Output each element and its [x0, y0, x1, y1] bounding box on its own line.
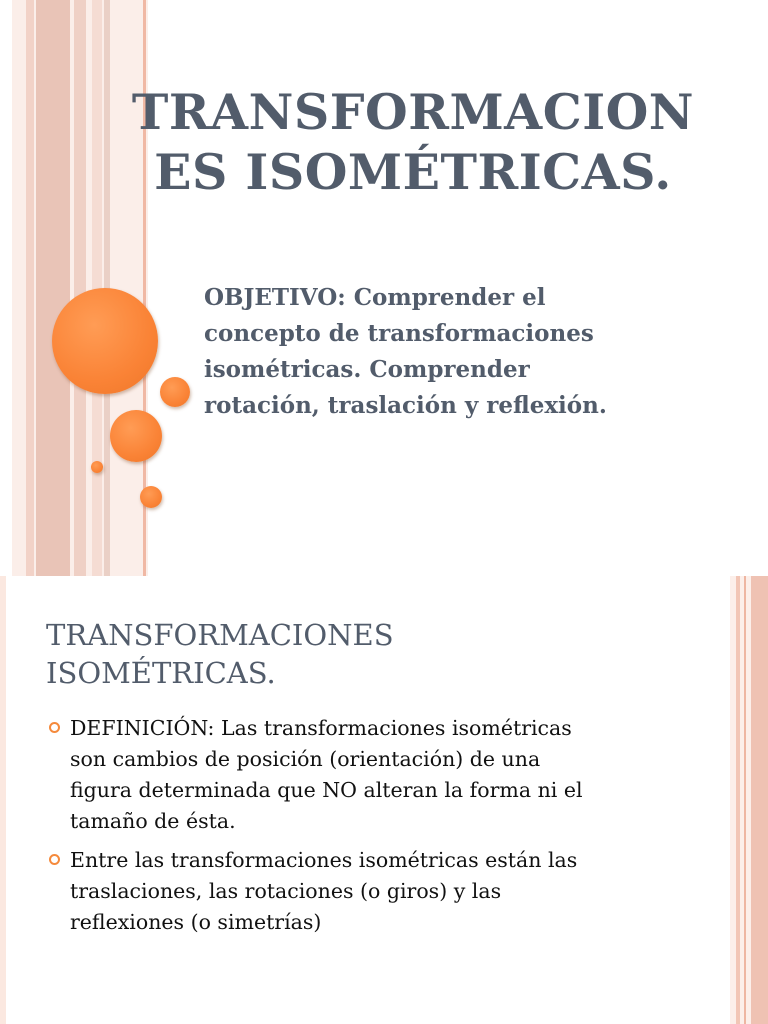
bullet-item-definition	[46, 713, 716, 837]
decorative-circle-medium	[110, 410, 162, 462]
decorative-circle-large	[52, 288, 158, 394]
bullet-line: DEFINICIÓN: Las transformaciones isométricas	[70, 716, 572, 740]
bullet-line: reflexiones (o simetrías)	[70, 910, 322, 934]
bullet-line: Entre las transformaciones isométricas están las	[70, 848, 578, 872]
decorative-stripe	[26, 0, 34, 576]
bullet-line: tamaño de ésta.	[70, 809, 236, 833]
decorative-edge	[0, 576, 6, 1024]
slide-heading	[46, 616, 706, 692]
objective-line: rotación, traslación y reflexión.	[204, 392, 607, 419]
bullet-line: traslaciones, las rotaciones (o giros) y las	[70, 879, 502, 903]
decorative-stripe	[736, 576, 740, 1024]
hollow-circle-bullet-icon	[49, 722, 60, 733]
objective-line: isométricas. Comprender	[204, 356, 530, 383]
objective-line: OBJETIVO: Comprender el	[204, 284, 546, 311]
bullet-item-types	[46, 845, 716, 938]
slide-definition	[0, 576, 768, 1024]
decorative-circle-small	[160, 377, 190, 407]
bullet-line: figura determinada que NO alteran la forma ni el	[70, 778, 583, 802]
objective-text	[204, 280, 744, 424]
objective-line: concepto de transformaciones	[204, 320, 594, 347]
decorative-circle-tiny	[91, 461, 103, 473]
hollow-circle-bullet-icon	[49, 854, 60, 865]
decorative-stripe	[74, 0, 86, 576]
slide-title-heading	[130, 82, 696, 202]
heading-line: ISOMÉTRICAS.	[46, 656, 276, 690]
title-line: TRANSFORMACION	[131, 83, 695, 141]
bullet-line: son cambios de posición (orientación) de una	[70, 747, 541, 771]
bullet-text	[70, 713, 716, 837]
decorative-circle-small	[140, 486, 162, 508]
decorative-stripe	[744, 576, 746, 1024]
title-line: ES ISOMÉTRICAS.	[154, 143, 672, 201]
decorative-stripe	[36, 0, 70, 576]
bullet-text	[70, 845, 716, 938]
decorative-stripe	[751, 576, 768, 1024]
heading-line: TRANSFORMACIONES	[46, 618, 394, 652]
bullet-list	[46, 713, 716, 946]
